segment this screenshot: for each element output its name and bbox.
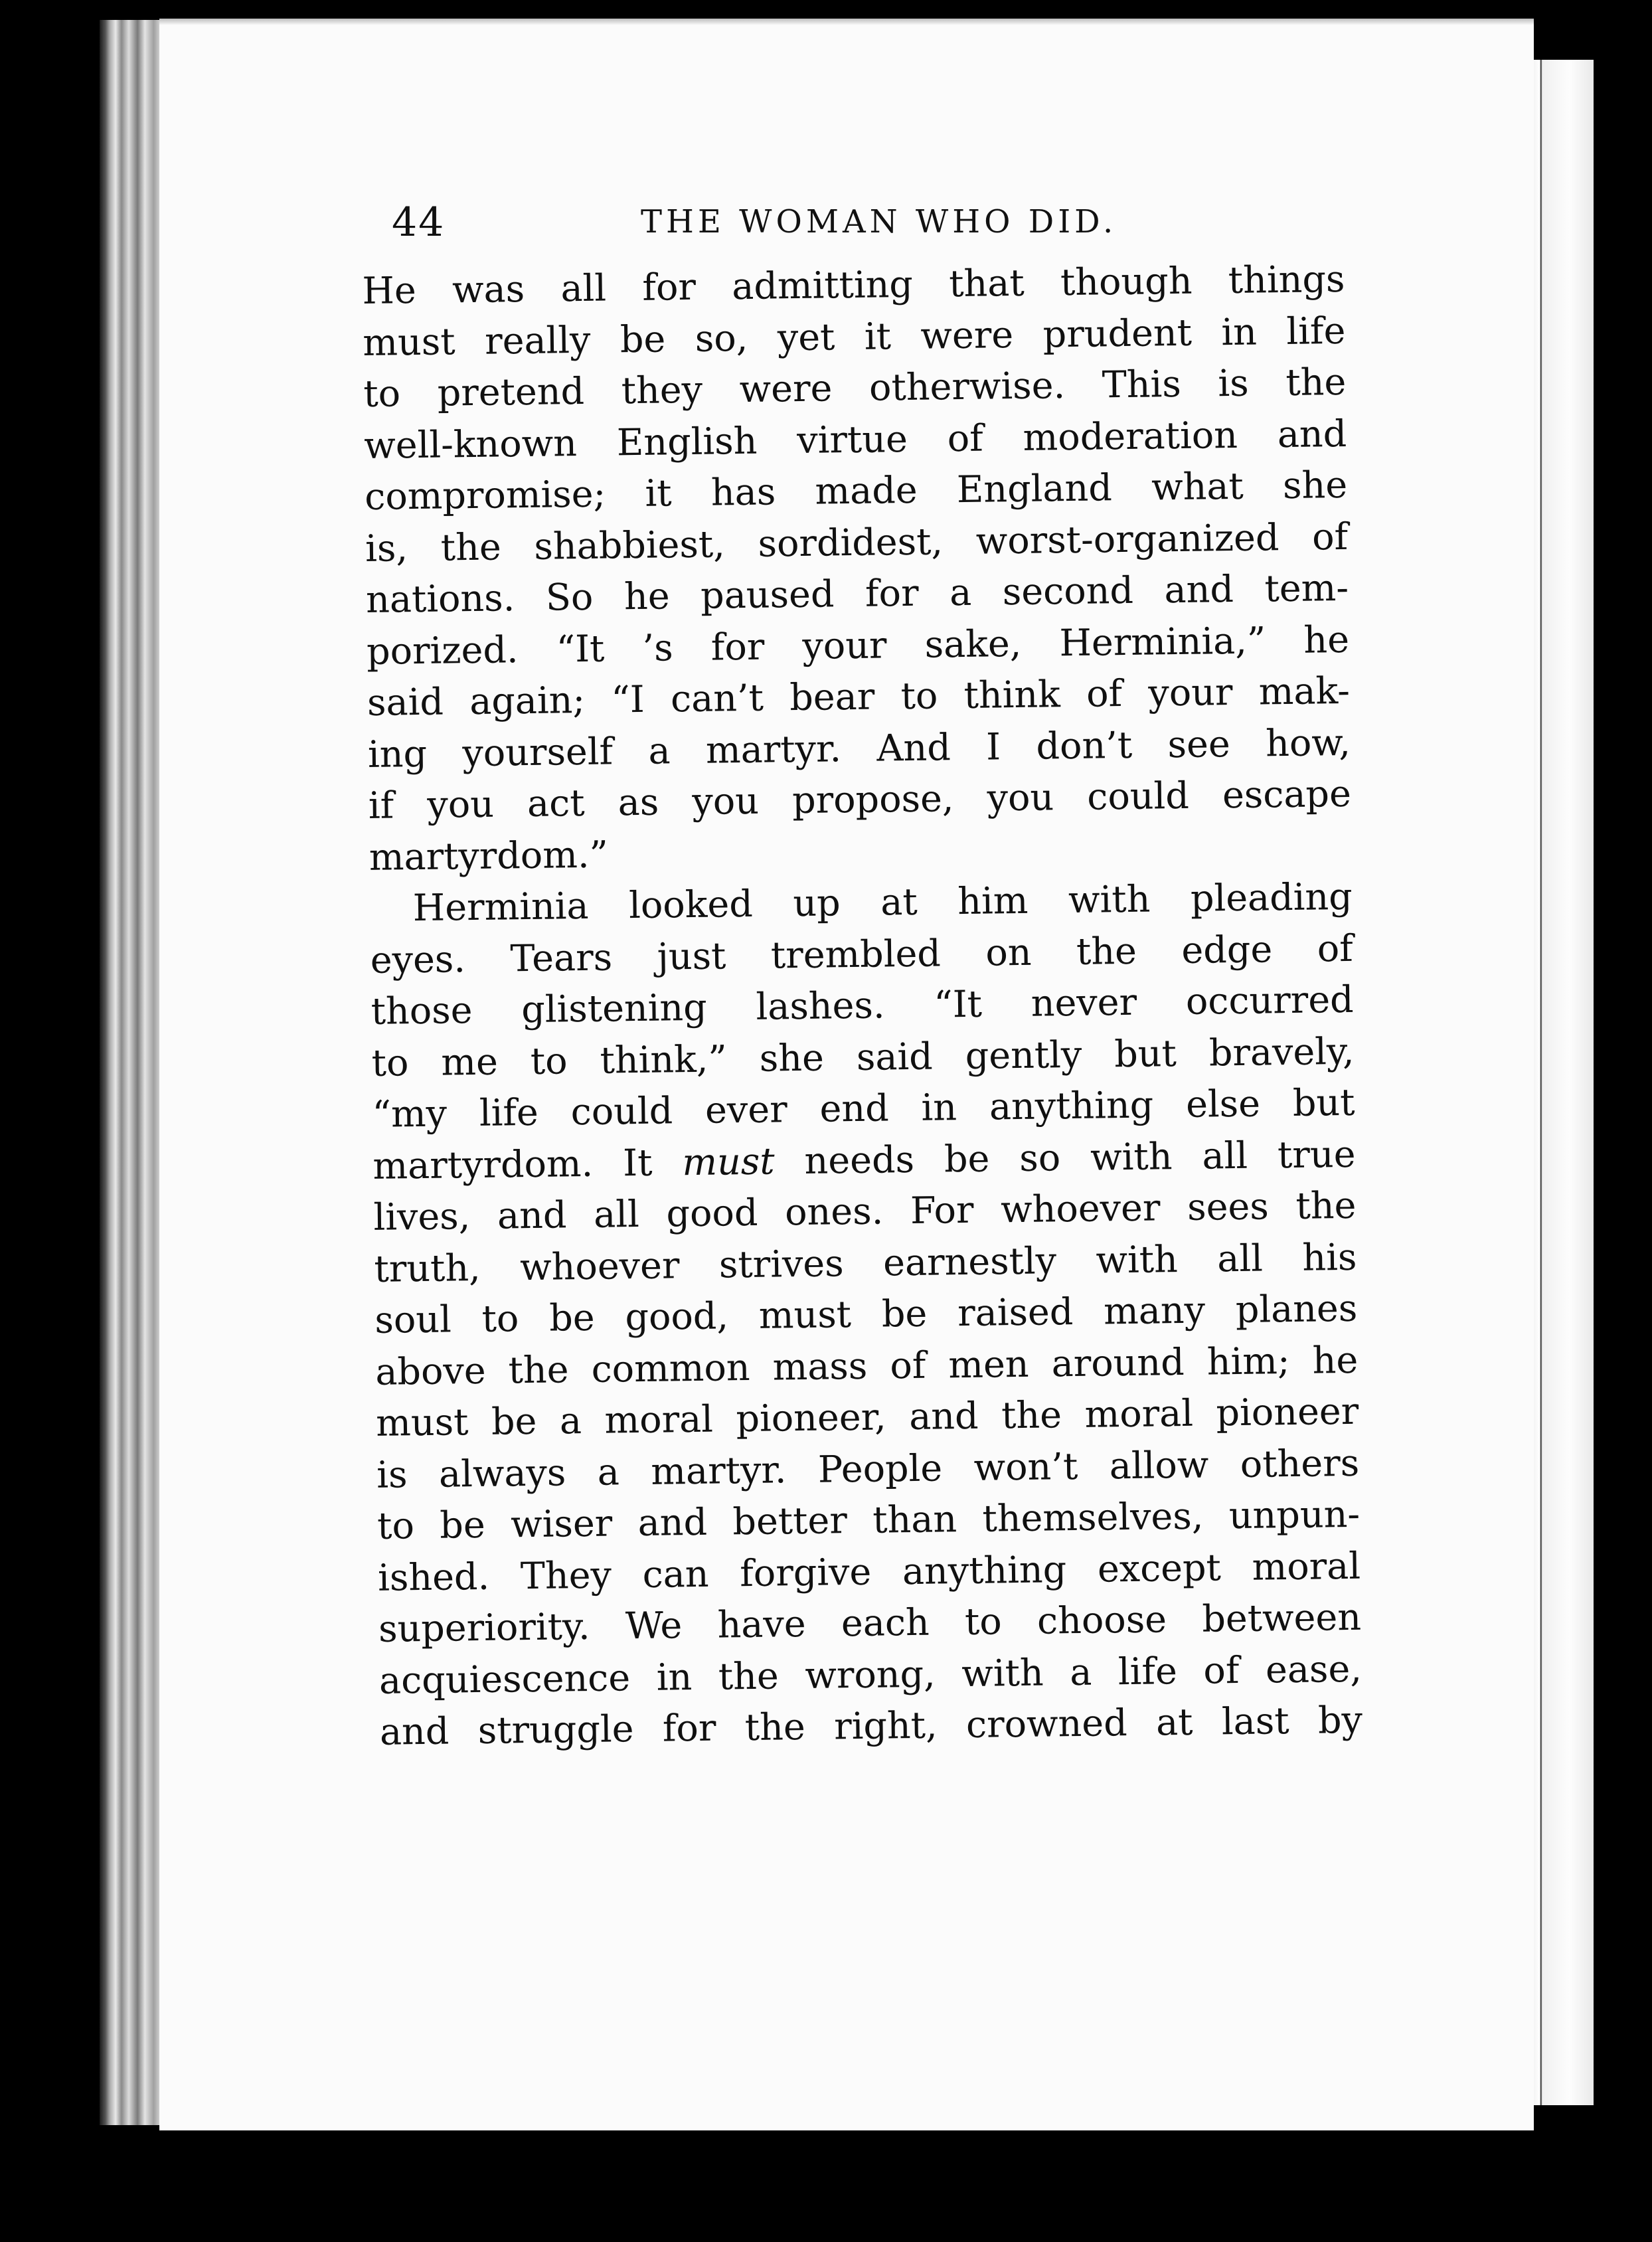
page-number: 44 <box>392 199 446 246</box>
text-line: lives, and all good ones. For whoever sees the <box>373 1183 1357 1239</box>
text-line: compromise; it has made England what she <box>364 463 1348 519</box>
facing-page-edge <box>1534 60 1594 2105</box>
text-segment: needs be so with all true <box>804 1132 1356 1183</box>
text-line: soul to be good, must be raised many planes <box>374 1286 1358 1342</box>
text-line: Herminia looked up at him with pleading <box>412 875 1353 930</box>
text-line: must be a moral pioneer, and the moral pioneer <box>375 1389 1359 1445</box>
running-head <box>392 199 1341 252</box>
text-line: said again; “I can’t bear to think of your mak- <box>367 669 1351 725</box>
text-line: must really be so, yet it were prudent in life <box>363 309 1346 365</box>
text-line: is, the shabbiest, sordidest, worst-organized of <box>365 515 1349 570</box>
text-line: above the common mass of men around him; he <box>374 1338 1359 1394</box>
text-line: ing yourself a martyr. And I don’t see how, <box>367 721 1351 776</box>
text-line: and struggle for the right, crowned at last by <box>379 1698 1363 1754</box>
text-line: well-known English virtue of moderation and <box>363 412 1347 468</box>
text-line: to me to think,” she said gently but bravely, <box>371 1029 1355 1085</box>
text-line: those glistening lashes. “It never occurred <box>371 978 1355 1033</box>
text-line: to be wiser and better than themselves, unpun- <box>376 1492 1361 1548</box>
text-line: to pretend they were otherwise. This is the <box>363 360 1347 416</box>
italic-emphasis: must <box>681 1140 775 1184</box>
text-line: eyes. Tears just trembled on the edge of <box>370 926 1354 982</box>
text-line: “my life could ever end in anything else but <box>372 1080 1355 1136</box>
text-line: martyrdom.” <box>369 833 609 879</box>
text-line: truth, whoever strives earnestly with all his <box>374 1235 1357 1291</box>
text-line: acquiescence in the wrong, with a life of ease, <box>378 1647 1363 1703</box>
text-line: nations. So he paused for a second and tem- <box>365 566 1349 622</box>
text-line: is always a martyr. People won’t allow others <box>376 1441 1360 1497</box>
text-line: porized. “It ’s for your sake, Herminia,” he <box>366 618 1350 673</box>
text-line: ished. They can forgive anything except moral <box>377 1544 1361 1600</box>
running-title: THE WOMAN WHO DID. <box>641 203 1117 240</box>
page-top-shadow <box>159 19 1534 25</box>
text-segment: martyrdom. It <box>372 1141 653 1188</box>
text-line: superiority. We have each to choose between <box>378 1595 1362 1651</box>
text-line: He was all for admitting that though things <box>362 257 1345 313</box>
body-text <box>362 254 1363 1758</box>
text-line: if you act as you propose, you could escape <box>368 772 1352 827</box>
